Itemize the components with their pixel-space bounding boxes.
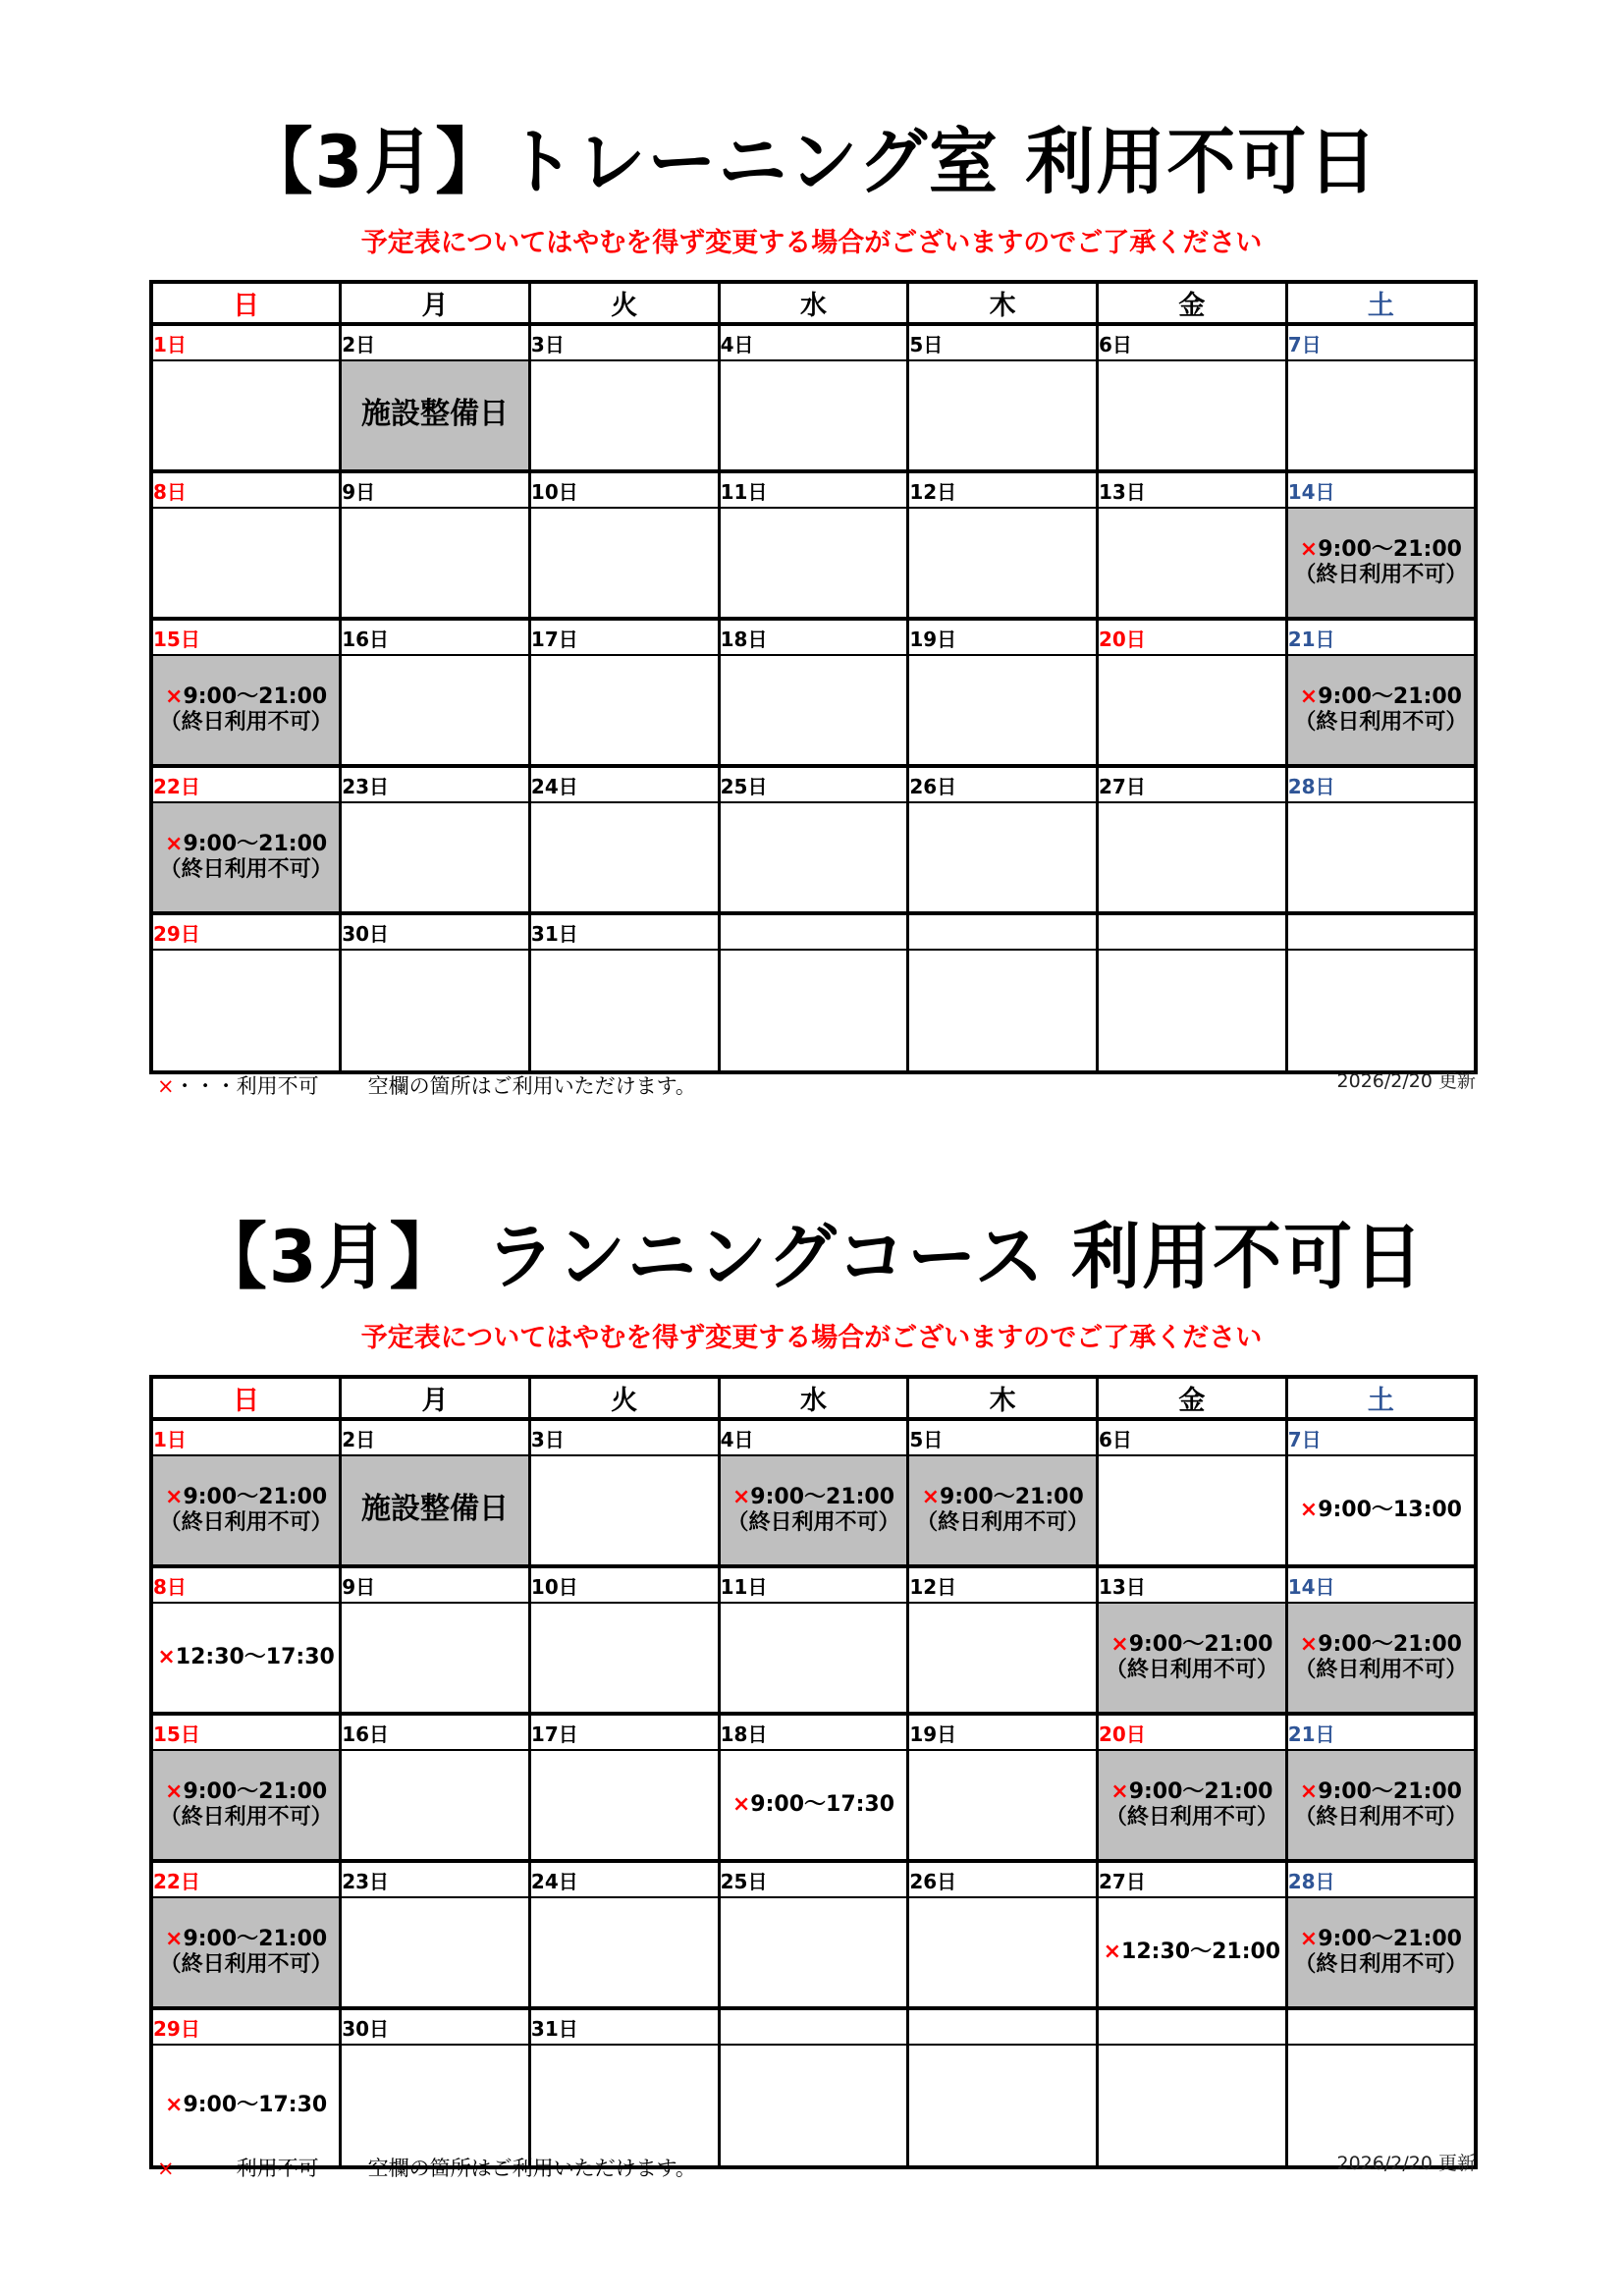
day-status-cell bbox=[151, 508, 341, 619]
time-range: 9:00～21:00 bbox=[940, 1485, 1084, 1509]
date-label: 9日 bbox=[341, 1566, 530, 1603]
day-status-cell bbox=[719, 1750, 908, 1861]
unavailable-x-icon: × bbox=[1299, 1498, 1319, 1522]
date-label: 10日 bbox=[529, 471, 719, 508]
date-label: 11日 bbox=[719, 1566, 908, 1603]
date-label: 7日 bbox=[1286, 1419, 1476, 1455]
day-status-cell bbox=[719, 655, 908, 766]
date-label: 9日 bbox=[341, 471, 530, 508]
weekday-header: 水 bbox=[719, 282, 908, 324]
unavailable-x-icon: × bbox=[165, 1779, 184, 1804]
day-status-cell bbox=[908, 1750, 1098, 1861]
date-label bbox=[1286, 913, 1476, 950]
date-label: 15日 bbox=[151, 1714, 341, 1750]
time-range: 9:00～21:00 bbox=[183, 1485, 328, 1509]
weekday-header: 木 bbox=[908, 282, 1098, 324]
day-status-cell bbox=[908, 950, 1098, 1072]
unavailable-time bbox=[1288, 1779, 1474, 1805]
legend-x-icon: × bbox=[157, 1074, 175, 1098]
day-status-cell bbox=[1098, 1750, 1287, 1861]
day-status-cell bbox=[908, 1603, 1098, 1714]
date-label: 17日 bbox=[529, 1714, 719, 1750]
unavailable-time bbox=[1288, 1927, 1474, 1952]
unavailable-x-icon: × bbox=[165, 1927, 184, 1951]
date-label: 31日 bbox=[529, 2008, 719, 2045]
unavailable-time bbox=[721, 1485, 907, 1510]
all-day-unavailable-note: （終日利用不可） bbox=[159, 857, 333, 882]
unavailable-time bbox=[153, 1927, 339, 1952]
date-label: 5日 bbox=[908, 1419, 1098, 1455]
week-date-row bbox=[151, 471, 1476, 508]
day-status-cell bbox=[1098, 950, 1287, 1072]
weekday-header: 水 bbox=[719, 1377, 908, 1419]
day-status-cell bbox=[1098, 1897, 1287, 2008]
date-label: 19日 bbox=[908, 1714, 1098, 1750]
day-status-cell bbox=[341, 360, 530, 471]
day-status-cell bbox=[719, 2045, 908, 2167]
maintenance-day-label: 施設整備日 bbox=[361, 396, 510, 431]
day-status-cell bbox=[341, 950, 530, 1072]
date-label: 5日 bbox=[908, 324, 1098, 360]
time-range: 9:00～21:00 bbox=[1318, 537, 1462, 562]
week-status-row bbox=[151, 508, 1476, 619]
day-status-cell bbox=[1098, 802, 1287, 913]
week-date-row bbox=[151, 324, 1476, 360]
date-label: 28日 bbox=[1286, 1861, 1476, 1897]
day-status-cell bbox=[908, 802, 1098, 913]
all-day-unavailable-note: （終日利用不可） bbox=[1294, 1952, 1468, 1977]
week-date-row bbox=[151, 619, 1476, 655]
legend-text: ・・・利用不可 bbox=[174, 1074, 319, 1098]
unavailable-x-icon: × bbox=[1110, 1632, 1129, 1657]
time-range: 9:00～21:00 bbox=[183, 1927, 328, 1951]
unavailable-x-icon: × bbox=[165, 832, 184, 856]
date-label: 6日 bbox=[1098, 324, 1287, 360]
date-label: 25日 bbox=[719, 1861, 908, 1897]
time-range: 9:00～21:00 bbox=[1318, 1632, 1462, 1657]
date-label: 14日 bbox=[1286, 1566, 1476, 1603]
day-status-cell bbox=[908, 360, 1098, 471]
date-label: 4日 bbox=[719, 1419, 908, 1455]
unavailable-time bbox=[1288, 1498, 1474, 1523]
unavailable-time bbox=[153, 2093, 339, 2118]
day-status-cell bbox=[1098, 2045, 1287, 2167]
date-label: 22日 bbox=[151, 1861, 341, 1897]
day-status-cell bbox=[1286, 802, 1476, 913]
date-label: 17日 bbox=[529, 619, 719, 655]
time-range: 12:30～21:00 bbox=[1121, 1940, 1281, 1964]
all-day-unavailable-note: （終日利用不可） bbox=[159, 710, 333, 735]
unavailable-time bbox=[1288, 684, 1474, 710]
date-label: 12日 bbox=[908, 471, 1098, 508]
week-status-row bbox=[151, 950, 1476, 1072]
date-label: 22日 bbox=[151, 766, 341, 802]
date-label: 2日 bbox=[341, 1419, 530, 1455]
weekday-header: 土 bbox=[1286, 1377, 1476, 1419]
date-label: 7日 bbox=[1286, 324, 1476, 360]
date-label bbox=[1098, 913, 1287, 950]
time-range: 9:00～21:00 bbox=[1318, 684, 1462, 709]
day-status-cell bbox=[908, 655, 1098, 766]
weekday-header-row bbox=[151, 1377, 1476, 1419]
unavailable-x-icon: × bbox=[1299, 1927, 1319, 1951]
unavailable-x-icon: × bbox=[165, 2093, 184, 2117]
date-label: 26日 bbox=[908, 766, 1098, 802]
unavailable-x-icon: × bbox=[1103, 1940, 1122, 1964]
day-status-cell bbox=[1286, 950, 1476, 1072]
week-status-row bbox=[151, 2045, 1476, 2167]
date-label: 15日 bbox=[151, 619, 341, 655]
all-day-unavailable-note: （終日利用不可） bbox=[1294, 710, 1468, 735]
time-range: 9:00～21:00 bbox=[1318, 1779, 1462, 1804]
legend-text: ・・・利用不可 bbox=[174, 2157, 319, 2180]
maintenance-day-label: 施設整備日 bbox=[361, 1491, 510, 1526]
all-day-unavailable-note: （終日利用不可） bbox=[916, 1510, 1090, 1535]
date-label bbox=[719, 2008, 908, 2045]
training-room-title: 【3月】トレーニング室 利用不可日 bbox=[243, 119, 1380, 205]
date-label: 8日 bbox=[151, 1566, 341, 1603]
week-status-row bbox=[151, 655, 1476, 766]
date-label: 11日 bbox=[719, 471, 908, 508]
date-label: 8日 bbox=[151, 471, 341, 508]
date-label: 21日 bbox=[1286, 619, 1476, 655]
legend-note: 空欄の箇所はご利用いただけます。 bbox=[367, 1074, 696, 1098]
date-label: 28日 bbox=[1286, 766, 1476, 802]
week-status-row bbox=[151, 1455, 1476, 1566]
unavailable-time bbox=[1099, 1779, 1285, 1805]
unavailable-time bbox=[1288, 537, 1474, 563]
day-status-cell bbox=[1098, 360, 1287, 471]
day-status-cell bbox=[151, 1897, 341, 2008]
date-label: 24日 bbox=[529, 1861, 719, 1897]
legend bbox=[157, 1070, 696, 1100]
day-status-cell bbox=[341, 2045, 530, 2167]
time-range: 9:00～21:00 bbox=[183, 1779, 328, 1804]
date-label: 16日 bbox=[341, 1714, 530, 1750]
day-status-cell bbox=[341, 1750, 530, 1861]
week-status-row bbox=[151, 1897, 1476, 2008]
date-label: 27日 bbox=[1098, 766, 1287, 802]
all-day-unavailable-note: （終日利用不可） bbox=[1294, 1805, 1468, 1830]
unavailable-time bbox=[721, 1792, 907, 1818]
day-status-cell bbox=[529, 360, 719, 471]
day-status-cell bbox=[341, 1455, 530, 1566]
week-date-row bbox=[151, 2008, 1476, 2045]
all-day-unavailable-note: （終日利用不可） bbox=[1294, 563, 1468, 587]
unavailable-time bbox=[1099, 1940, 1285, 1965]
unavailable-x-icon: × bbox=[165, 1485, 184, 1509]
updated-date: 2026/2/20 更新 bbox=[1336, 1070, 1476, 1092]
date-label: 3日 bbox=[529, 324, 719, 360]
day-status-cell bbox=[1098, 1603, 1287, 1714]
weekday-header: 土 bbox=[1286, 282, 1476, 324]
week-date-row bbox=[151, 1566, 1476, 1603]
date-label bbox=[1098, 2008, 1287, 2045]
date-label: 24日 bbox=[529, 766, 719, 802]
day-status-cell bbox=[151, 1750, 341, 1861]
unavailable-x-icon: × bbox=[731, 1485, 751, 1509]
day-status-cell bbox=[719, 802, 908, 913]
time-range: 12:30～17:30 bbox=[175, 1645, 335, 1669]
day-status-cell bbox=[1286, 360, 1476, 471]
date-label bbox=[908, 2008, 1098, 2045]
date-label: 14日 bbox=[1286, 471, 1476, 508]
time-range: 9:00～17:30 bbox=[750, 1792, 895, 1817]
date-label: 23日 bbox=[341, 766, 530, 802]
date-label: 18日 bbox=[719, 1714, 908, 1750]
weekday-header: 金 bbox=[1098, 1377, 1287, 1419]
unavailable-time bbox=[153, 684, 339, 710]
day-status-cell bbox=[529, 1603, 719, 1714]
day-status-cell bbox=[529, 1897, 719, 2008]
day-status-cell bbox=[719, 1603, 908, 1714]
day-status-cell bbox=[529, 508, 719, 619]
day-status-cell bbox=[529, 1455, 719, 1566]
time-range: 9:00～21:00 bbox=[183, 684, 328, 709]
unavailable-x-icon: × bbox=[1299, 1632, 1319, 1657]
day-status-cell bbox=[529, 1750, 719, 1861]
date-label: 13日 bbox=[1098, 1566, 1287, 1603]
day-status-cell bbox=[908, 508, 1098, 619]
date-label: 29日 bbox=[151, 913, 341, 950]
week-date-row bbox=[151, 1861, 1476, 1897]
day-status-cell bbox=[341, 1603, 530, 1714]
all-day-unavailable-note: （終日利用不可） bbox=[1105, 1658, 1278, 1682]
unavailable-time bbox=[909, 1485, 1096, 1510]
unavailable-x-icon: × bbox=[731, 1792, 751, 1817]
day-status-cell bbox=[719, 950, 908, 1072]
date-label: 30日 bbox=[341, 2008, 530, 2045]
all-day-unavailable-note: （終日利用不可） bbox=[1294, 1658, 1468, 1682]
week-date-row bbox=[151, 913, 1476, 950]
weekday-header: 日 bbox=[151, 282, 341, 324]
date-label: 4日 bbox=[719, 324, 908, 360]
date-label: 10日 bbox=[529, 1566, 719, 1603]
day-status-cell bbox=[1286, 1897, 1476, 2008]
day-status-cell bbox=[1286, 1603, 1476, 1714]
unavailable-time bbox=[153, 1645, 339, 1670]
week-date-row bbox=[151, 1714, 1476, 1750]
day-status-cell bbox=[1286, 655, 1476, 766]
weekday-header: 日 bbox=[151, 1377, 341, 1419]
day-status-cell bbox=[151, 802, 341, 913]
unavailable-time bbox=[1288, 1632, 1474, 1658]
day-status-cell bbox=[529, 2045, 719, 2167]
date-label: 6日 bbox=[1098, 1419, 1287, 1455]
week-status-row bbox=[151, 360, 1476, 471]
day-status-cell bbox=[151, 360, 341, 471]
date-label: 26日 bbox=[908, 1861, 1098, 1897]
week-status-row bbox=[151, 1750, 1476, 1861]
day-status-cell bbox=[341, 655, 530, 766]
unavailable-time bbox=[1099, 1632, 1285, 1658]
weekday-header: 木 bbox=[908, 1377, 1098, 1419]
legend-x-icon: × bbox=[157, 2157, 175, 2180]
day-status-cell bbox=[719, 1897, 908, 2008]
running-course-title: 【3月】 ランニングコース 利用不可日 bbox=[197, 1214, 1426, 1300]
time-range: 9:00～13:00 bbox=[1318, 1498, 1462, 1522]
time-range: 9:00～21:00 bbox=[750, 1485, 895, 1509]
legend bbox=[157, 2153, 696, 2182]
day-status-cell bbox=[1286, 1455, 1476, 1566]
weekday-header: 火 bbox=[529, 282, 719, 324]
day-status-cell bbox=[719, 360, 908, 471]
day-status-cell bbox=[529, 950, 719, 1072]
unavailable-x-icon: × bbox=[1299, 1779, 1319, 1804]
date-label: 19日 bbox=[908, 619, 1098, 655]
training-room-notice: 予定表についてはやむを得ず変更する場合がございますのでご了承ください bbox=[360, 228, 1263, 258]
day-status-cell bbox=[151, 950, 341, 1072]
legend-note: 空欄の箇所はご利用いただけます。 bbox=[367, 2157, 696, 2180]
date-label: 1日 bbox=[151, 324, 341, 360]
day-status-cell bbox=[1098, 1455, 1287, 1566]
day-status-cell bbox=[341, 1897, 530, 2008]
all-day-unavailable-note: （終日利用不可） bbox=[159, 1805, 333, 1830]
day-status-cell bbox=[908, 1897, 1098, 2008]
day-status-cell bbox=[908, 2045, 1098, 2167]
day-status-cell bbox=[341, 802, 530, 913]
day-status-cell bbox=[151, 2045, 341, 2167]
week-status-row bbox=[151, 802, 1476, 913]
weekday-header: 金 bbox=[1098, 282, 1287, 324]
date-label: 30日 bbox=[341, 913, 530, 950]
day-status-cell bbox=[151, 1603, 341, 1714]
date-label: 31日 bbox=[529, 913, 719, 950]
day-status-cell bbox=[151, 655, 341, 766]
date-label: 18日 bbox=[719, 619, 908, 655]
date-label: 3日 bbox=[529, 1419, 719, 1455]
date-label: 13日 bbox=[1098, 471, 1287, 508]
date-label: 2日 bbox=[341, 324, 530, 360]
unavailable-time bbox=[153, 1485, 339, 1510]
time-range: 9:00～21:00 bbox=[183, 832, 328, 856]
date-label: 16日 bbox=[341, 619, 530, 655]
date-label bbox=[1286, 2008, 1476, 2045]
day-status-cell bbox=[1098, 655, 1287, 766]
date-label: 23日 bbox=[341, 1861, 530, 1897]
day-status-cell bbox=[1098, 508, 1287, 619]
week-date-row bbox=[151, 766, 1476, 802]
day-status-cell bbox=[529, 655, 719, 766]
date-label: 20日 bbox=[1098, 619, 1287, 655]
unavailable-x-icon: × bbox=[165, 684, 184, 709]
updated-date: 2026/2/20 更新 bbox=[1336, 2153, 1476, 2174]
date-label: 21日 bbox=[1286, 1714, 1476, 1750]
day-status-cell bbox=[1286, 1750, 1476, 1861]
all-day-unavailable-note: （終日利用不可） bbox=[727, 1510, 900, 1535]
all-day-unavailable-note: （終日利用不可） bbox=[159, 1952, 333, 1977]
week-status-row bbox=[151, 1603, 1476, 1714]
weekday-header: 月 bbox=[341, 1377, 530, 1419]
time-range: 9:00～17:30 bbox=[183, 2093, 328, 2117]
date-label: 29日 bbox=[151, 2008, 341, 2045]
weekday-header-row bbox=[151, 282, 1476, 324]
day-status-cell bbox=[908, 1455, 1098, 1566]
date-label: 12日 bbox=[908, 1566, 1098, 1603]
day-status-cell bbox=[719, 1455, 908, 1566]
all-day-unavailable-note: （終日利用不可） bbox=[1105, 1805, 1278, 1830]
date-label bbox=[719, 913, 908, 950]
all-day-unavailable-note: （終日利用不可） bbox=[159, 1510, 333, 1535]
day-status-cell bbox=[529, 802, 719, 913]
weekday-header: 火 bbox=[529, 1377, 719, 1419]
date-label: 27日 bbox=[1098, 1861, 1287, 1897]
time-range: 9:00～21:00 bbox=[1128, 1632, 1273, 1657]
date-label: 20日 bbox=[1098, 1714, 1287, 1750]
day-status-cell bbox=[341, 508, 530, 619]
date-label bbox=[908, 913, 1098, 950]
running-course-notice: 予定表についてはやむを得ず変更する場合がございますのでご了承ください bbox=[360, 1323, 1263, 1353]
unavailable-x-icon: × bbox=[1110, 1779, 1129, 1804]
day-status-cell bbox=[151, 1455, 341, 1566]
time-range: 9:00～21:00 bbox=[1318, 1927, 1462, 1951]
date-label: 1日 bbox=[151, 1419, 341, 1455]
unavailable-time bbox=[153, 1779, 339, 1805]
weekday-header: 月 bbox=[341, 282, 530, 324]
day-status-cell bbox=[1286, 508, 1476, 619]
unavailable-time bbox=[153, 832, 339, 857]
unavailable-x-icon: × bbox=[1299, 537, 1319, 562]
date-label: 25日 bbox=[719, 766, 908, 802]
unavailable-x-icon: × bbox=[157, 1645, 176, 1669]
week-date-row bbox=[151, 1419, 1476, 1455]
unavailable-x-icon: × bbox=[921, 1485, 940, 1509]
unavailable-x-icon: × bbox=[1299, 684, 1319, 709]
training-room-calendar bbox=[149, 280, 1478, 1074]
running-course-calendar bbox=[149, 1375, 1478, 2169]
time-range: 9:00～21:00 bbox=[1128, 1779, 1273, 1804]
day-status-cell bbox=[719, 508, 908, 619]
